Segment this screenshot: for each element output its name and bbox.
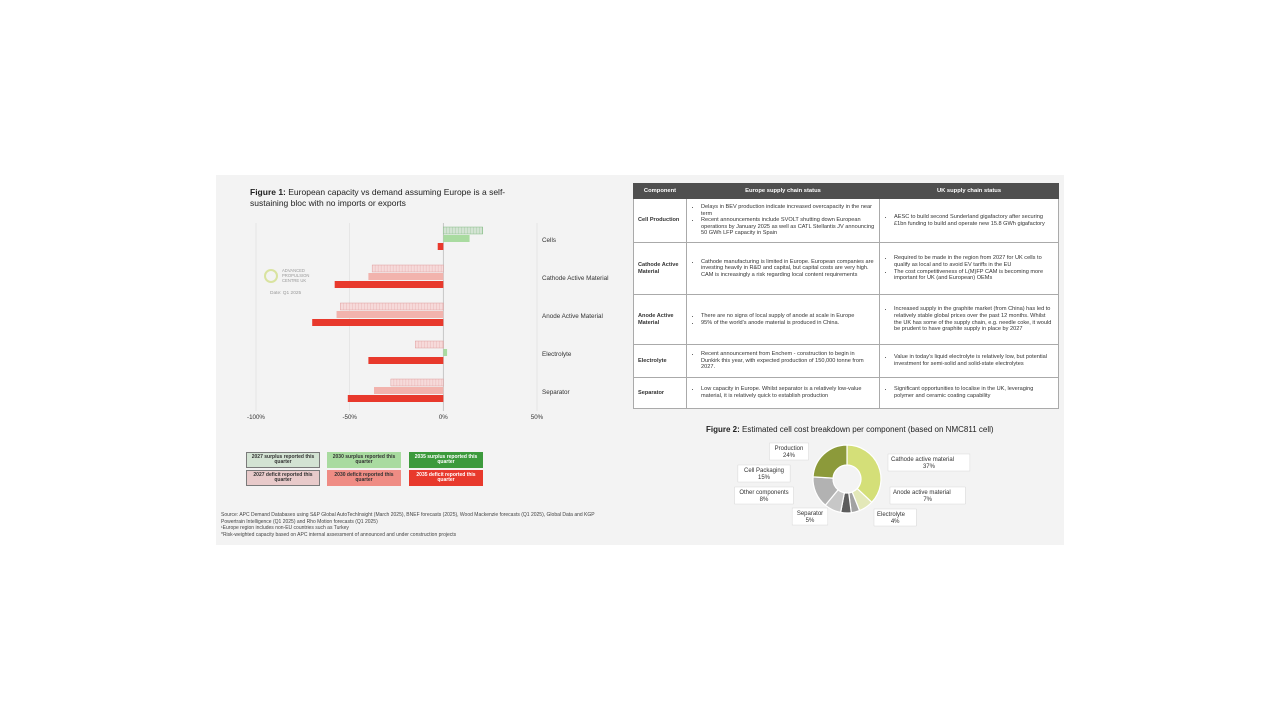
slice-name: Other components	[739, 490, 789, 496]
figure2-title-text: Estimated cell cost breakdown per component (based on NMC811 cell)	[739, 425, 994, 434]
slice-label	[735, 487, 794, 504]
uk-status-cell	[880, 295, 1059, 345]
header-uk: UK supply chain status	[880, 184, 1059, 199]
europe-status-cell	[687, 378, 880, 409]
slice-label	[874, 509, 916, 526]
table-header-row	[634, 184, 1059, 199]
source-line: Source: APC Demand Databases using S&P Global AutoTechInsight (March 2025), BNEF forecasts (2025), Wood Mackenzie forecasts (Q1 2025), Global Data and KGP	[221, 512, 595, 518]
x-tick-label: 50%	[530, 414, 544, 421]
figure1-title-bold: Figure 1:	[250, 187, 286, 197]
slice-label	[738, 465, 790, 482]
x-tick-label: -50%	[342, 414, 357, 421]
apc-logo	[264, 267, 344, 301]
table-row	[634, 345, 1059, 378]
cell-cost-donut-chart	[716, 437, 976, 537]
x-tick-label: 0%	[438, 414, 448, 421]
bar-2030	[443, 349, 447, 356]
component-cell: Cathode Active Material	[634, 243, 687, 295]
logo-ring-icon	[264, 269, 278, 283]
bar-2030	[443, 235, 469, 242]
bar-2030	[374, 387, 443, 394]
category-label: Cells	[542, 237, 556, 244]
slice-value: 37%	[922, 464, 935, 470]
logo-line: CENTRE UK	[282, 278, 307, 283]
europe-status-cell	[687, 295, 880, 345]
component-cell: Anode Active Material	[634, 295, 687, 345]
donut-slice	[813, 445, 847, 478]
legend-item: 2030 surplus reported this quarter	[327, 452, 401, 468]
legend-item: 2030 deficit reported this quarter	[327, 470, 401, 486]
table-row	[634, 199, 1059, 243]
logo-text	[282, 268, 342, 283]
status-bullet: • Increased supply in the graphite market (from China) has led to relatively stable global prices over the past 12 months. Whilst the UK has some of the supply chain, e.g. needle coke, it would be prudent to have graphite supply in place by 2027	[894, 306, 1054, 332]
slice-name: Cell Packaging	[743, 468, 785, 474]
slice-name: Electrolyte	[877, 512, 906, 518]
logo-line: ADVANCED	[282, 268, 305, 273]
source-line: ¹Europe region includes non-EU countries such as Turkey	[221, 525, 349, 532]
legend-item: 2027 surplus reported this quarter	[246, 452, 320, 468]
slice-name: Production	[774, 446, 804, 452]
status-bullet: • 95% of the world's anode material is produced in China.	[701, 320, 875, 327]
status-bullet: • Delays in BEV production indicate increased overcapacity in the near term	[701, 204, 875, 217]
slice-value: 7%	[923, 497, 932, 503]
bar-2027	[391, 379, 443, 386]
figure2-title-bold: Figure 2:	[706, 425, 740, 434]
slice-value: 15%	[757, 475, 771, 481]
header-europe: Europe supply chain status	[687, 184, 880, 199]
slice-label	[888, 454, 970, 471]
europe-status-cell	[687, 243, 880, 295]
category-label: Cathode Active Material	[542, 275, 609, 282]
table-row	[634, 378, 1059, 409]
legend-item: 2027 deficit reported this quarter	[246, 470, 320, 486]
source-notes	[221, 512, 641, 538]
uk-status-cell	[880, 243, 1059, 295]
component-cell: Separator	[634, 378, 687, 409]
slice-name: Separator	[796, 511, 824, 517]
bar-2035	[335, 281, 444, 288]
header-component: Component	[634, 184, 687, 199]
slice-value: 24%	[782, 453, 796, 459]
category-label: Electrolyte	[542, 351, 572, 358]
status-bullet: • Required to be made in the region from 2027 for UK cells to qualify as local and to avoid EV tariffs in the EU	[894, 255, 1054, 268]
europe-status-cell	[687, 199, 880, 243]
bar-2030	[368, 273, 443, 280]
bar-2035	[368, 357, 443, 364]
x-tick-label: -100%	[247, 414, 265, 421]
source-line: Powertrain Intelligence (Q1 2025) and Rho Motion forecasts (Q1 2025)	[221, 518, 378, 525]
status-bullet: • There are no signs of local supply of anode at scale in Europe	[701, 313, 875, 320]
source-line: *Risk-weighted capacity based on APC internal assessment of announced and under construction projects	[221, 531, 457, 538]
component-cell: Cell Production	[634, 199, 687, 243]
report-slide	[216, 175, 1064, 545]
chart-legend	[246, 452, 486, 488]
legend-item: 2035 deficit reported this quarter	[409, 470, 483, 486]
supply-chain-table	[633, 183, 1059, 409]
figure2-title	[706, 425, 994, 434]
slice-value: 4%	[890, 519, 900, 525]
slice-name: Cathode active material	[891, 457, 955, 463]
slice-label	[770, 443, 809, 460]
europe-status-cell	[687, 345, 880, 378]
logo-date: Date: Q1 2025	[270, 291, 302, 296]
slice-label	[890, 487, 965, 504]
bar-2035	[348, 395, 444, 402]
logo-line: PROPULSION	[282, 273, 310, 278]
status-bullet: • Low capacity in Europe. Whilst separator is a relatively low-value material, it is relatively quick to establish production	[701, 386, 875, 399]
uk-status-cell	[880, 378, 1059, 409]
bar-2035	[438, 243, 444, 250]
legend-item: 2035 surplus reported this quarter	[409, 452, 483, 468]
status-bullet: • Cathode manufacturing is limited in Europe. European companies are investing heavily in R&D and capital, but capital costs are very high. CAM is increasingly a risk regarding local content requirements	[701, 259, 875, 279]
table-row	[634, 295, 1059, 345]
bar-2027	[372, 265, 443, 272]
category-label: Separator	[542, 389, 570, 396]
status-bullet: • Significant opportunities to localise in the UK, leveraging polymer and ceramic coating capability	[894, 386, 1054, 399]
slice-value: 8%	[759, 497, 769, 503]
bar-2030	[337, 311, 444, 318]
table-row	[634, 243, 1059, 295]
category-label: Anode Active Material	[542, 313, 603, 320]
status-bullet: • Value in today's liquid electrolyte is relatively low, but potential investment for semi-solid and solid-state electrolytes	[894, 354, 1054, 367]
slice-value: 5%	[805, 518, 815, 524]
uk-status-cell	[880, 199, 1059, 243]
bar-2035	[312, 319, 443, 326]
uk-status-cell	[880, 345, 1059, 378]
component-cell: Electrolyte	[634, 345, 687, 378]
status-bullet: • Recent announcement from Enchem - construction to begin in Dunkirk this year, with expected production of 150,000 tonne from 2027.	[701, 351, 875, 371]
capacity-demand-chart	[216, 175, 636, 435]
bar-2027	[340, 303, 443, 310]
status-bullet: • The cost competitiveness of L(M)FP CAM is becoming more important for UK (and European) OEMs	[894, 269, 1054, 282]
figure1-title-text: European capacity vs demand assuming Europe is a self-sustaining bloc with no imports or exports	[250, 187, 506, 208]
status-bullet: • Recent announcements include SVOLT shutting down European operations by January 2025 as well as CATL Stellantis JV announcing 50 GWh LFP capacity in Spain	[701, 217, 875, 237]
status-bullet: • AESC to build second Sunderland gigafactory after securing £1bn funding to build and operate new 15.8 GWh gigafactory	[894, 214, 1054, 227]
slice-name: Anode active material	[893, 490, 951, 496]
slice-label	[792, 508, 828, 525]
